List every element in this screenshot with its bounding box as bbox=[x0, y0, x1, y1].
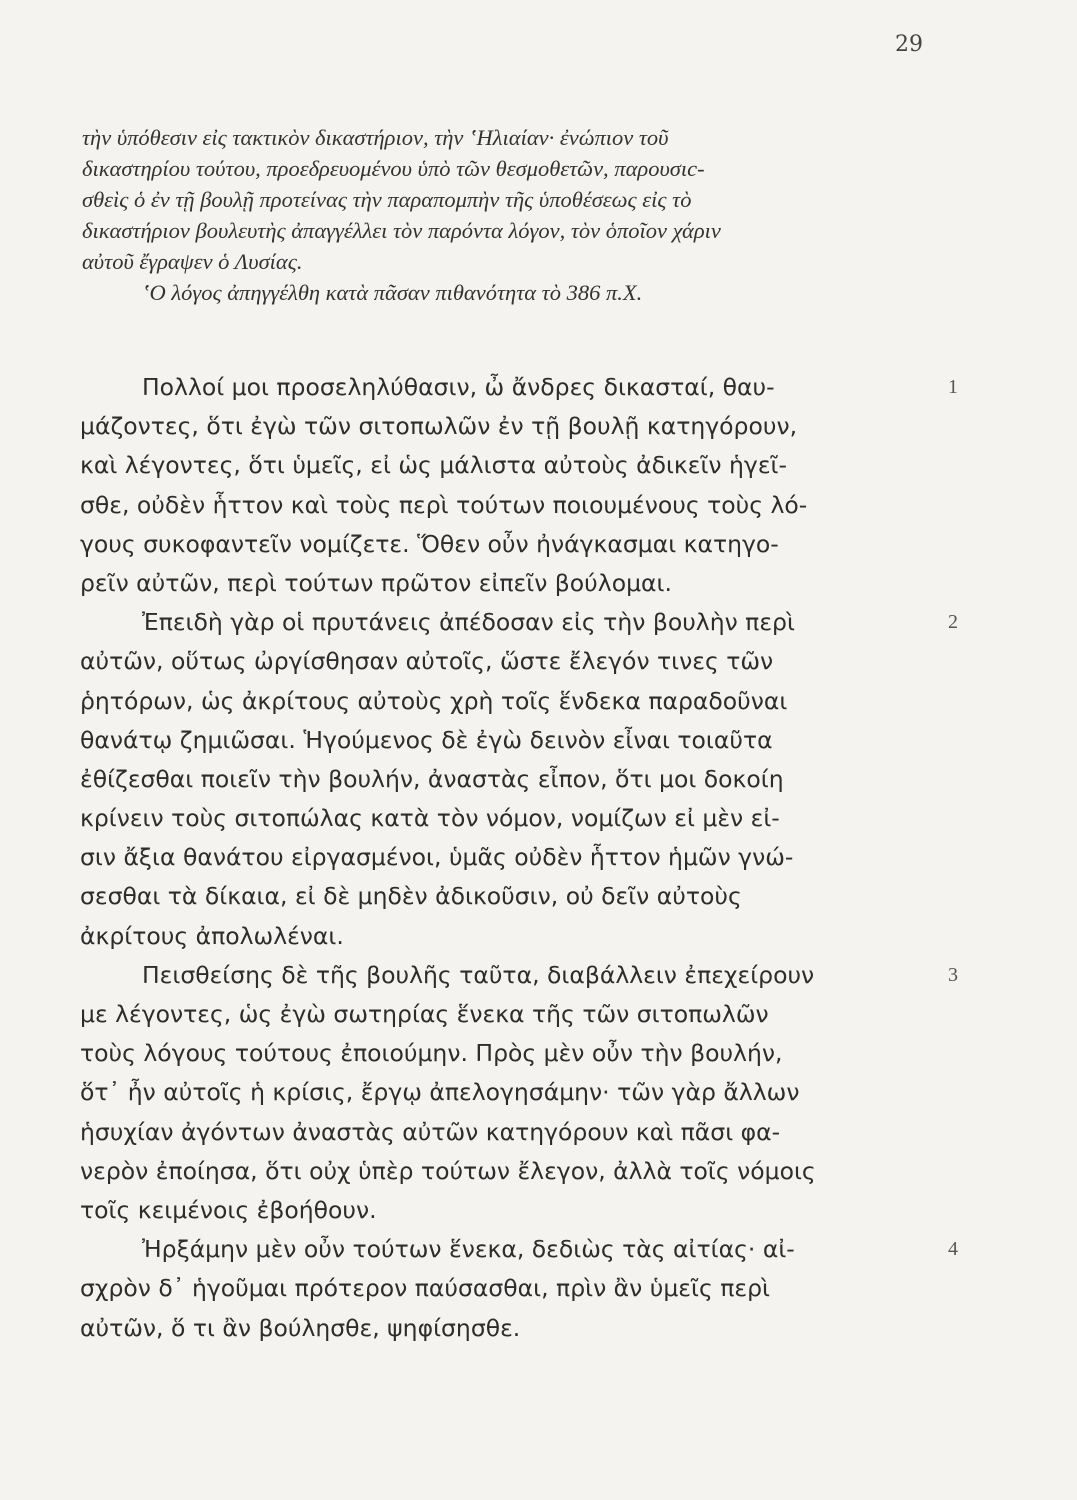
text-line bbox=[80, 838, 940, 877]
text-line bbox=[80, 995, 940, 1034]
intro-line: σθεὶς ὁ ἐν τῇ βουλῇ προτείνας τὴν παραπομπὴν τῆς ὑποθέσεως εἰς τὸ bbox=[82, 187, 692, 212]
section-number: 2 bbox=[948, 611, 958, 634]
text-line-content: ἡσυχίαν ἀγόντων ἀναστὰς αὐτῶν κατηγόρουν καὶ πᾶσι φα- bbox=[80, 1117, 781, 1146]
intro-line: δικαστήριον βουλευτὴς ἀπαγγέλλει τὸν παρόντα λόγον, τὸν ὁποῖον χάριν bbox=[82, 218, 721, 243]
text-line bbox=[80, 642, 940, 681]
section-number: 4 bbox=[948, 1238, 958, 1261]
text-line bbox=[80, 721, 940, 760]
text-line bbox=[80, 1230, 958, 1269]
intro-line: ʽΟ λόγος ἀπηγγέλθη κατὰ πᾶσαν πιθανότητα τὸ 386 π.Χ. bbox=[142, 280, 643, 305]
text-line bbox=[80, 956, 958, 995]
text-line bbox=[80, 564, 940, 603]
text-line-content: νερὸν ἐποίησα, ὅτι οὐχ ὑπὲρ τούτων ἔλεγον, ἀλλὰ τοῖς νόμοις bbox=[80, 1156, 816, 1185]
text-line bbox=[80, 368, 958, 407]
text-line bbox=[80, 1309, 940, 1348]
page-number: 29 bbox=[895, 32, 923, 57]
text-line-content: σιν ἄξια θανάτου εἰργασμένοι, ὑμᾶς οὐδὲν ἧττον ἡμῶν γνώ- bbox=[80, 843, 794, 872]
text-line-content: ὅτ᾽ ἦν αὐτοῖς ἡ κρίσις, ἔργῳ ἀπελογησάμην· τῶν γὰρ ἄλλων bbox=[80, 1078, 800, 1107]
text-line bbox=[80, 799, 940, 838]
text-line-content: μάζοντες, ὅτι ἐγὼ τῶν σιτοπωλῶν ἐν τῇ βουλῇ κατηγόρουν, bbox=[80, 412, 798, 441]
text-line bbox=[80, 1152, 940, 1191]
text-line-content: ἀκρίτους ἀπολωλέναι. bbox=[80, 921, 344, 950]
text-line bbox=[80, 917, 940, 956]
section-number: 1 bbox=[948, 376, 958, 398]
intro-line: δικαστηρίου τούτου, προεδρευομένου ὑπὸ τῶν θεσμοθετῶν, παρουσιc- bbox=[82, 156, 705, 181]
text-line-content: ἐθίζεσθαι ποιεῖν τὴν βουλήν, ἀναστὰς εἶπον, ὅτι μοι δοκοίη bbox=[80, 764, 784, 793]
text-line bbox=[80, 1113, 940, 1152]
speech-text bbox=[80, 368, 958, 1348]
text-line-content: τοὺς λόγους τούτους ἐποιούμην. Πρὸς μὲν οὖν τὴν βουλήν, bbox=[80, 1039, 783, 1068]
text-line-content: Πολλοί μοι προσεληλύθασιν, ὦ ἄνδρες δικασταί, θαυ- bbox=[142, 373, 775, 401]
text-line bbox=[80, 682, 940, 721]
text-line-content: καὶ λέγοντες, ὅτι ὑμεῖς, εἰ ὡς μάλιστα αὐτοὺς ἀδικεῖν ἡγεῖ- bbox=[80, 451, 787, 480]
text-line bbox=[80, 1269, 940, 1308]
text-line-content: με λέγοντες, ὡς ἐγὼ σωτηρίας ἕνεκα τῆς τῶν σιτοπωλῶν bbox=[80, 1000, 769, 1028]
text-line bbox=[80, 603, 958, 642]
text-line-content: ῥητόρων, ὡς ἀκρίτους αὐτοὺς χρὴ τοῖς ἕνδεκα παραδοῦναι bbox=[80, 686, 788, 715]
intro-line: τὴν ὑπόθεσιν εἰς τακτικὸν δικαστήριον, τὴν ʽΗλιαίαν· ἐνώπιον τοῦ bbox=[82, 125, 669, 150]
text-line bbox=[80, 760, 940, 799]
text-line bbox=[80, 525, 940, 564]
text-line-content: Πεισθείσης δὲ τῆς βουλῆς ταῦτα, διαβάλλειν ἐπεχείρουν bbox=[142, 960, 815, 989]
text-line bbox=[80, 1191, 940, 1230]
text-line-content: ρεῖν αὐτῶν, περὶ τούτων πρῶτον εἰπεῖν βούλομαι. bbox=[80, 568, 672, 597]
text-line-content: κρίνειν τοὺς σιτοπώλας κατὰ τὸν νόμον, νομίζων εἰ μὲν εἰ- bbox=[80, 804, 780, 833]
text-line-content: αὐτῶν, ὅ τι ἂν βούλησθε, ψηφίσησθε. bbox=[80, 1313, 521, 1342]
text-line-content: σεσθαι τὰ δίκαια, εἰ δὲ μηδὲν ἀδικοῦσιν, οὐ δεῖν αὐτοὺς bbox=[80, 882, 742, 911]
section-number: 3 bbox=[948, 963, 958, 986]
text-line-content: γους συκοφαντεῖν νομίζετε. Ὅθεν οὖν ἠνάγκασμαι κατηγο- bbox=[80, 529, 779, 558]
text-line bbox=[80, 486, 940, 525]
text-line-content: Ἐπειδὴ γὰρ οἱ πρυτάνεις ἀπέδοσαν εἰς τὴν βουλὴν περὶ bbox=[142, 608, 795, 637]
text-line-content: αὐτῶν, οὕτως ὠργίσθησαν αὐτοῖς, ὥστε ἔλεγόν τινες τῶν bbox=[80, 647, 774, 676]
text-line-content: θανάτῳ ζημιῶσαι. Ἡγούμενος δὲ ἐγὼ δεινὸν εἶναι τοιαῦτα bbox=[80, 725, 773, 754]
text-line bbox=[80, 877, 940, 916]
text-line bbox=[80, 1034, 940, 1073]
text-line bbox=[80, 1073, 940, 1112]
text-line-content: Ἠρξάμην μὲν οὖν τούτων ἕνεκα, δεδιὼς τὰς αἰτίας· αἰ- bbox=[142, 1235, 795, 1264]
intro-line: αὐτοῦ ἔγραψεν ὁ Λυσίας. bbox=[82, 249, 303, 274]
text-line-content: τοῖς κειμένοις ἐβοήθουν. bbox=[80, 1195, 377, 1224]
text-line-content: σθε, οὐδὲν ἧττον καὶ τοὺς περὶ τούτων ποιουμένους τοὺς λό- bbox=[80, 490, 808, 519]
text-line-content: σχρὸν δ᾽ ἡγοῦμαι πρότερον παύσασθαι, πρὶν ἂν ὑμεῖς περὶ bbox=[80, 1274, 770, 1303]
intro-paragraph bbox=[82, 122, 937, 308]
text-line bbox=[80, 407, 940, 446]
text-line bbox=[80, 446, 940, 485]
